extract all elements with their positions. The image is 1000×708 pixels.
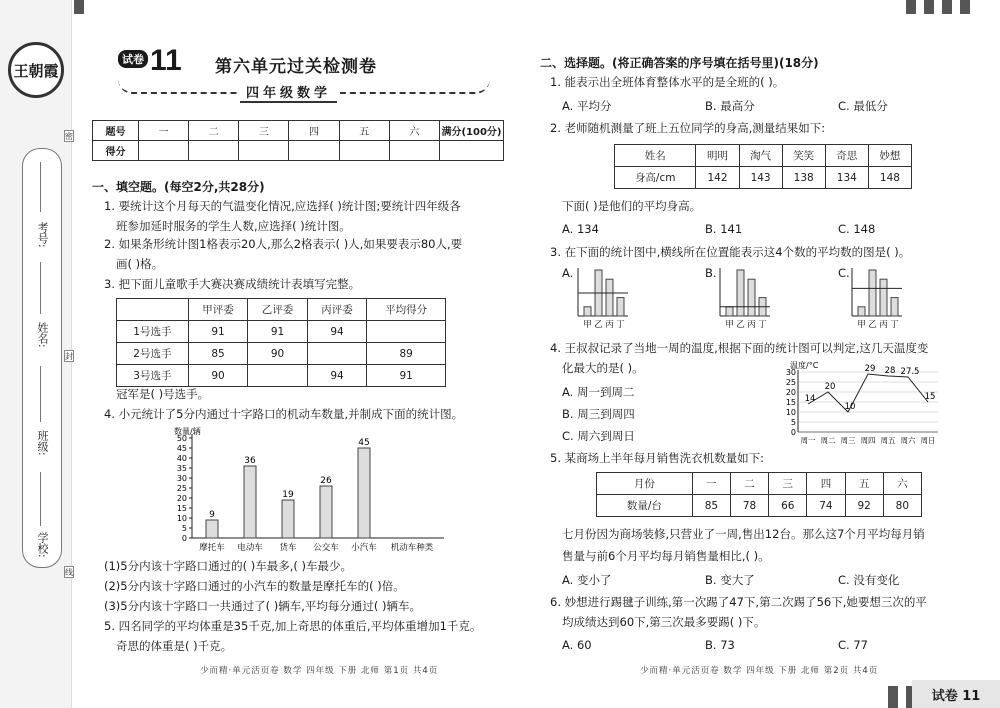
y-tick-label: 30 [785, 368, 796, 377]
question-text: 均成绩达到60下,第三次最多要踢( )下。 [562, 615, 766, 629]
option-c[interactable]: C. 77 [838, 638, 868, 652]
series-line [808, 374, 928, 412]
x-tick-label: 甲 [857, 320, 866, 330]
y-tick-label: 10 [176, 514, 187, 523]
badge-label: 试卷 [118, 50, 148, 68]
question-text: (1)5分内该十字路口通过的( )车最多,( )车最少。 [104, 559, 353, 573]
data-label: 19 [282, 490, 294, 500]
x-tick-label: 周四 [860, 436, 876, 445]
bar [880, 279, 887, 316]
table-cell: 94 [307, 365, 367, 387]
score-cell: 二 [189, 121, 239, 141]
footer-left: 少而精·单元活页卷 数学 四年级 下册 北师 第1页 共4页 [200, 666, 439, 676]
data-label: 14 [804, 394, 816, 404]
cut-mark: 密 [65, 131, 73, 141]
table-cell: 80 [883, 495, 921, 517]
x-tick-label: 货车 [279, 543, 297, 553]
y-tick-label: 5 [181, 524, 187, 533]
bar [891, 298, 898, 316]
table-header [117, 299, 189, 321]
score-table [92, 120, 504, 161]
table-header: 丙评委 [307, 299, 367, 321]
question-text: 5. 某商场上半年每月销售洗衣机数量如下: [550, 451, 765, 465]
table-cell: 85 [188, 343, 248, 365]
field-name: 姓名: [36, 322, 49, 348]
table-cell: 78 [730, 495, 768, 517]
answer-cell[interactable] [248, 365, 308, 387]
table-cell: 138 [782, 167, 825, 189]
x-tick-label: 周日 [920, 436, 936, 445]
question-text: 3. 把下面儿童歌手大赛决赛成绩统计表填写完整。 [104, 277, 361, 291]
question-text: 1. 能表示出全班体育整体水平的是全班的( )。 [550, 75, 785, 89]
table-cell: 74 [807, 495, 845, 517]
option-b[interactable]: B. 最高分 [705, 99, 755, 113]
bar [869, 270, 876, 316]
x-axis-label: 机动车种类 [390, 543, 434, 553]
y-tick-label: 0 [181, 534, 187, 543]
table-header: 笑笑 [782, 145, 825, 167]
score-input[interactable] [289, 141, 339, 161]
score-input[interactable] [440, 141, 504, 161]
cut-mark: 线 [65, 567, 73, 577]
table-header: 姓名 [615, 145, 696, 167]
y-tick-label: 20 [785, 388, 796, 397]
data-label: 36 [244, 456, 256, 466]
table-cell: 148 [868, 167, 911, 189]
x-tick-label: 电动车 [237, 543, 263, 553]
y-tick-label: 50 [176, 434, 187, 443]
table-header: 五 [845, 473, 883, 495]
score-cell: 得分 [93, 141, 139, 161]
x-tick-label: 甲 [583, 320, 592, 330]
bar [206, 520, 218, 538]
table-cell: 91 [188, 321, 248, 343]
option-a[interactable]: A. [562, 266, 574, 280]
table-header: 明明 [696, 145, 739, 167]
x-tick-label: 丙 [605, 320, 614, 330]
option-b[interactable]: B. 周三到周四 [562, 407, 635, 421]
score-cell: 一 [139, 121, 189, 141]
table-row [117, 321, 446, 343]
x-tick-label: 丁 [616, 320, 625, 330]
table-cell: 91 [367, 365, 446, 387]
x-tick-label: 丁 [890, 320, 899, 330]
option-a[interactable]: A. 134 [562, 222, 599, 236]
x-tick-label: 周三 [840, 436, 856, 445]
table-row [117, 343, 446, 365]
option-c[interactable]: C. [838, 266, 850, 280]
option-c[interactable]: C. 周六到周日 [562, 429, 635, 443]
table-header: 甲评委 [188, 299, 248, 321]
name-line [40, 262, 41, 314]
table-cell: 89 [367, 343, 446, 365]
x-tick-label: 小汽车 [351, 543, 377, 553]
question-text: 化最大的是( )。 [562, 361, 644, 375]
field-exam-no: 考号: [36, 222, 49, 248]
answer-cell[interactable] [307, 343, 367, 365]
table-header: 乙评委 [248, 299, 308, 321]
student-info-box [22, 148, 62, 568]
footer-right: 少而精·单元活页卷 数学 四年级 下册 北师 第2页 共4页 [640, 666, 879, 676]
y-axis-label: 数量/辆 [174, 427, 201, 436]
table-cell: 90 [188, 365, 248, 387]
option-b[interactable]: B. [705, 266, 717, 280]
question-text: 5. 四名同学的平均体重是35千克,加上奇思的体重后,平均体重增加1千克。 [104, 619, 482, 633]
school-line [40, 472, 41, 526]
option-a[interactable]: A. 周一到周二 [562, 385, 635, 399]
table-cell: 2号选手 [117, 343, 189, 365]
bar [606, 279, 613, 316]
question-text: 1. 要统计这个月每天的气温变化情况,应选择( )统计图;要统计四年级各 [104, 199, 461, 213]
option-a[interactable]: A. 60 [562, 638, 592, 652]
data-label: 27.5 [900, 367, 920, 377]
table-header: 平均得分 [367, 299, 446, 321]
table-cell: 1号选手 [117, 321, 189, 343]
table-cell: 85 [692, 495, 730, 517]
y-tick-label: 40 [176, 454, 187, 463]
section-2-title: 二、选择题。(将正确答案的序号填在括号里)(18分) [540, 56, 819, 70]
table-cell: 身高/cm [615, 167, 696, 189]
score-cell: 三 [239, 121, 289, 141]
bar [617, 298, 624, 316]
x-tick-label: 丁 [758, 320, 767, 330]
score-cell: 满分(100分) [440, 121, 504, 141]
option-c[interactable]: C. 148 [838, 222, 876, 236]
table-header: 二 [730, 473, 768, 495]
data-label: 20 [824, 382, 836, 392]
table-cell: 143 [739, 167, 782, 189]
x-tick-label: 乙 [868, 320, 877, 330]
option-a[interactable]: A. 平均分 [562, 99, 612, 113]
class-line [40, 366, 41, 422]
x-tick-label: 乙 [594, 320, 603, 330]
x-tick-label: 周一 [800, 436, 816, 445]
question-text: 奇思的体重是( )千克。 [116, 639, 233, 653]
y-tick-label: 25 [176, 484, 187, 493]
temperature-line-chart [780, 360, 950, 450]
mini-chart-b [716, 264, 776, 332]
page-title: 第六单元过关检测卷 [215, 57, 377, 77]
table-header: 六 [883, 473, 921, 495]
score-input[interactable] [339, 141, 389, 161]
score-input[interactable] [189, 141, 239, 161]
data-label: 9 [209, 510, 215, 520]
option-b[interactable]: B. 141 [705, 222, 743, 236]
y-tick-label: 10 [785, 408, 796, 417]
bar [737, 270, 744, 316]
bar [320, 486, 332, 538]
y-tick-label: 35 [176, 464, 187, 473]
table-cell: 92 [845, 495, 883, 517]
bar [726, 307, 733, 316]
question-text: 冠军是( )号选手。 [116, 387, 210, 401]
y-tick-label: 30 [176, 474, 187, 483]
top-marks-right [906, 0, 970, 14]
page-subtitle: 四年级数学 [240, 82, 337, 103]
x-tick-label: 公交车 [313, 543, 339, 553]
y-tick-label: 15 [785, 398, 796, 407]
question-text: 下面( )是他们的平均身高。 [562, 199, 702, 213]
table-cell: 134 [825, 167, 868, 189]
question-text: 3. 在下面的统计图中,横线所在位置能表示这4个数的平均数的图是( )。 [550, 245, 911, 259]
question-text: 七月份因为商场装修,只营业了一周,售出12台。那么这7个月平均每月销 [562, 527, 925, 541]
table-cell: 91 [248, 321, 308, 343]
badge-number: 11 [150, 44, 182, 77]
field-class: 班级: [36, 430, 49, 456]
score-cell: 六 [389, 121, 439, 141]
table-header: 一 [692, 473, 730, 495]
x-tick-label: 周六 [900, 436, 916, 445]
sales-table [596, 472, 922, 517]
paper-tag: 试卷 11 [912, 680, 1000, 708]
table-header: 三 [769, 473, 807, 495]
question-text: 售量与前6个月平均每月销售量相比,( )。 [562, 549, 770, 563]
x-tick-label: 周二 [820, 436, 836, 445]
bar [584, 307, 591, 316]
bar [358, 448, 370, 538]
data-label: 15 [924, 392, 936, 402]
table-cell: 3号选手 [117, 365, 189, 387]
table-row [597, 495, 922, 517]
question-text: 6. 妙想进行踢毽子训练,第一次踢了47下,第二次踢了56下,她要想三次的平 [550, 595, 927, 609]
option-b[interactable]: B. 变大了 [705, 573, 755, 587]
y-tick-label: 20 [176, 494, 187, 503]
question-text: 4. 小元统计了5分内通过十字路口的机动车数量,并制成下面的统计图。 [104, 407, 464, 421]
mini-chart-a [574, 264, 634, 332]
question-text: 画( )格。 [116, 257, 164, 271]
answer-cell[interactable] [367, 321, 446, 343]
y-tick-label: 5 [790, 418, 796, 427]
score-input[interactable] [139, 141, 189, 161]
publisher-logo: 王朝霞 [8, 42, 64, 98]
score-input[interactable] [389, 141, 439, 161]
exam-no-line [40, 162, 41, 212]
y-axis-label: 温度/°C [790, 361, 819, 370]
question-text: 2. 如果条形统计图1格表示20人,那么2格表示( )人,如果要表示80人,要 [104, 237, 463, 251]
height-table [614, 144, 912, 189]
question-text: 4. 王叔叔记录了当地一周的温度,根据下面的统计图可以判定,这几天温度变 [550, 341, 929, 355]
table-cell: 66 [769, 495, 807, 517]
option-c[interactable]: C. 没有变化 [838, 573, 900, 587]
scores-table [116, 298, 446, 387]
data-label: 29 [864, 364, 876, 374]
table-header: 奇思 [825, 145, 868, 167]
question-text: (2)5分内该十字路口通过的小汽车的数量是摩托车的( )倍。 [104, 579, 405, 593]
vehicle-bar-chart [170, 424, 450, 556]
section-1-title: 一、填空题。(每空2分,共28分) [92, 180, 265, 194]
bar [282, 500, 294, 538]
data-label: 26 [320, 476, 332, 486]
y-tick-label: 0 [790, 428, 796, 437]
x-tick-label: 周五 [880, 436, 896, 445]
mini-chart-c [848, 264, 908, 332]
data-label: 45 [358, 438, 370, 448]
table-header: 淘气 [739, 145, 782, 167]
table-header: 四 [807, 473, 845, 495]
bar [244, 466, 256, 538]
x-tick-label: 丙 [747, 320, 756, 330]
paper-badge [118, 44, 182, 78]
cut-mark: 封 [65, 351, 73, 361]
data-label: 28 [884, 366, 896, 376]
bar [858, 307, 865, 316]
option-a[interactable]: A. 变小了 [562, 573, 612, 587]
score-input[interactable] [239, 141, 289, 161]
question-text: 班参加延时服务的学生人数,应选择( )统计图。 [116, 219, 351, 233]
x-tick-label: 乙 [736, 320, 745, 330]
table-cell: 94 [307, 321, 367, 343]
score-cell: 五 [339, 121, 389, 141]
table-cell: 142 [696, 167, 739, 189]
field-school: 学校: [36, 532, 49, 558]
table-cell: 数量/台 [597, 495, 693, 517]
table-header: 妙想 [868, 145, 911, 167]
table-header: 月份 [597, 473, 693, 495]
x-tick-label: 丙 [879, 320, 888, 330]
data-label: 10 [844, 402, 856, 412]
y-tick-label: 25 [785, 378, 796, 387]
bar [748, 279, 755, 316]
table-cell: 90 [248, 343, 308, 365]
question-text: 2. 老师随机测量了班上五位同学的身高,测量结果如下: [550, 121, 826, 135]
x-tick-label: 摩托车 [199, 543, 225, 553]
question-text: (3)5分内该十字路口一共通过了( )辆车,平均每分通过( )辆车。 [104, 599, 422, 613]
option-c[interactable]: C. 最低分 [838, 99, 888, 113]
score-cell: 题号 [93, 121, 139, 141]
x-tick-label: 甲 [725, 320, 734, 330]
option-b[interactable]: B. 73 [705, 638, 735, 652]
table-row [615, 167, 912, 189]
y-tick-label: 15 [176, 504, 187, 513]
score-cell: 四 [289, 121, 339, 141]
y-tick-label: 45 [176, 444, 187, 453]
